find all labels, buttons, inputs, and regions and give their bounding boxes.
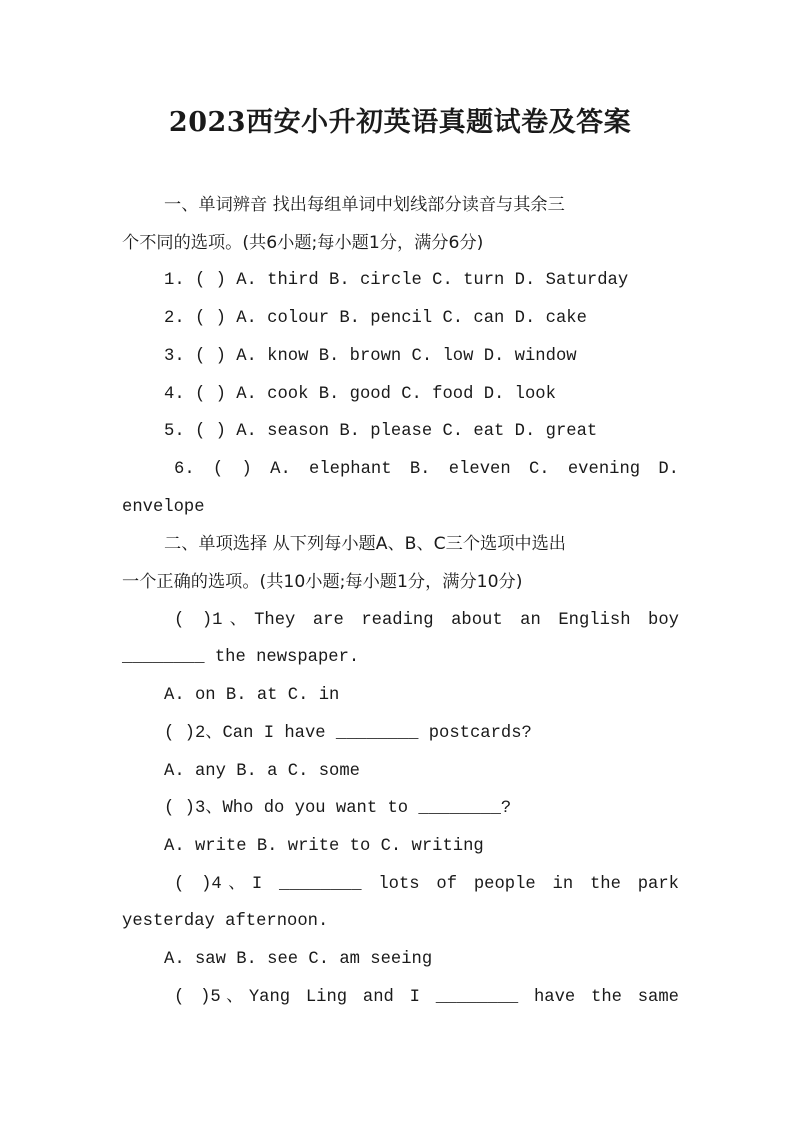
section1-heading-line2: 个不同的选项。(共6小题;每小题1分，满分6分) <box>122 232 484 253</box>
question-3-options: A. write B. write to C. writing <box>164 836 484 856</box>
question-3: ( )3、Who do you want to ________? <box>164 799 512 819</box>
question-item: 2. ( ) A. colour B. pencil C. can D. cake <box>164 309 587 329</box>
question-4-options: A. saw B. see C. am seeing <box>164 950 433 970</box>
question-2: ( )2、Can I have ________ postcards? <box>164 723 532 743</box>
section2-heading-line1: 二、单项选择 从下列每小题A、B、C三个选项中选出 <box>164 534 566 555</box>
question-4-line1: ( )4、I ________ lots of people in the park <box>174 874 679 894</box>
question-item: 3. ( ) A. know B. brown C. low D. window <box>164 346 577 366</box>
document-body <box>122 187 679 1016</box>
question-item: 6. ( ) A. elephant B. eleven C. evening D. <box>174 459 679 479</box>
page-title: 2023西安小升初英语真题试卷及答案 <box>168 107 632 138</box>
question-5-line1: ( )5、Yang Ling and I ________ have the same <box>174 987 679 1007</box>
question-item: 4. ( ) A. cook B. good C. food D. look <box>164 384 556 404</box>
question-1-line2: ________ the newspaper. <box>122 648 360 668</box>
question-item: 5. ( ) A. season B. please C. eat D. great <box>164 422 598 442</box>
section1-heading-line1: 一、单词辨音 找出每组单词中划线部分读音与其余三 <box>164 195 565 215</box>
question-1-options: A. on B. at C. in <box>164 686 340 706</box>
question-1-line1: ( )1、They are reading about an English boy <box>174 610 679 630</box>
question-item-continued: envelope <box>122 497 205 517</box>
section2-heading-line2: 一个正确的选项。(共10小题;每小题1分，满分10分) <box>122 572 523 593</box>
question-4-line2: yesterday afternoon. <box>122 912 329 932</box>
question-item: 1. ( ) A. third B. circle C. turn D. Saturday <box>164 271 629 291</box>
question-2-options: A. any B. a C. some <box>164 761 360 781</box>
